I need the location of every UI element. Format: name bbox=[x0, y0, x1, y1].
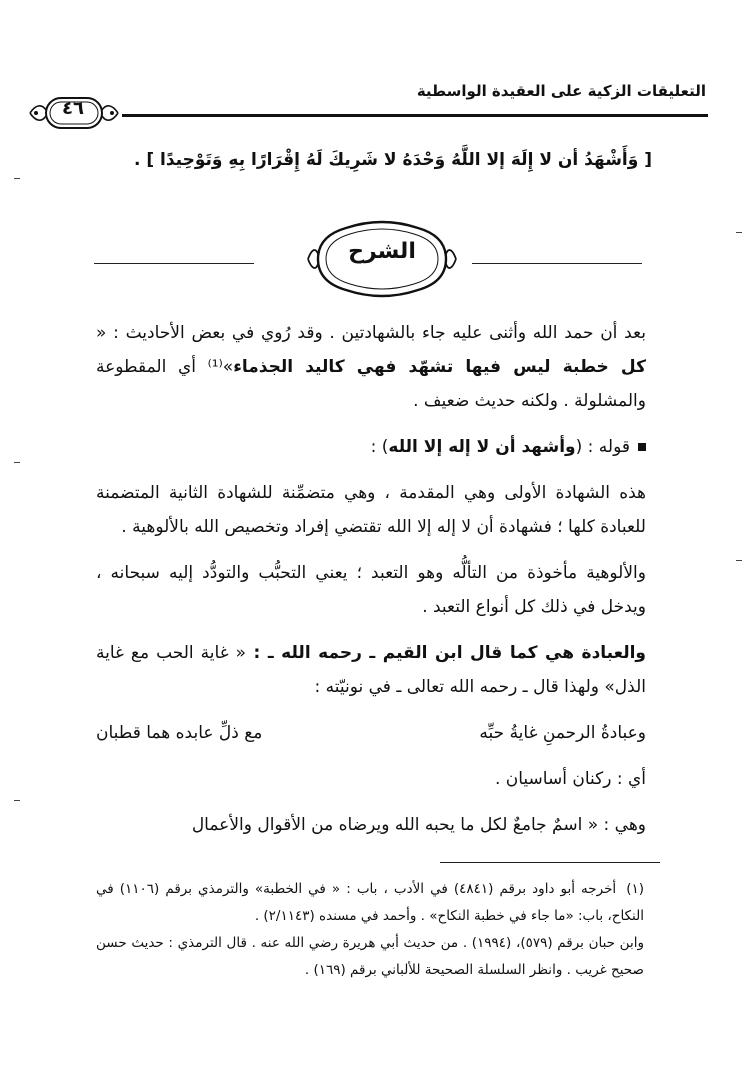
hadith-quote: كل خطبة ليس فيها تشهّد فهي كاليد الجذماء bbox=[233, 357, 646, 377]
running-header-title: التعليقات الزكية على العقيدة الواسطية bbox=[416, 82, 706, 100]
margin-mark bbox=[736, 232, 742, 233]
poem-verse bbox=[96, 716, 646, 750]
footnote-1-text: أخرجه أبو داود برقم (٤٨٤١) في الأدب ، باب : « في الخطبة» والترمذي برقم (١١٠٦) في النكاح، باب: «ما جاء في خطبة النكاح» . وأحمد في مسنده (٢/١١٤٣) . bbox=[96, 881, 644, 924]
bullet-icon bbox=[638, 443, 646, 451]
matn-text: [ وَأَشْهَدُ أن لا إِلَهَ إلا اللَّهُ وَحْدَهُ لا شَرِيكَ لَهُ إِقْرَارًا بِهِ وَتَوْحِيدًا ] . bbox=[133, 150, 652, 170]
paragraph-2: هذه الشهادة الأولى وهي المقدمة ، وهي متضمِّنة للشهادة الثانية المتضمنة للعبادة كلها ؛ فشهادة أن لا إله إلا الله تقتضي إفراد وتخصيص الله بالألوهية . bbox=[96, 483, 646, 537]
paragraph-3: والألوهية مأخوذة من التألُّه وهو التعبد ؛ يعني التحبُّب والتودُّد إليه سبحانه ، ويدخل في ذلك كل أنواع التعبد . bbox=[96, 563, 646, 617]
margin-mark bbox=[14, 800, 20, 801]
sharh-divider-left bbox=[94, 263, 254, 264]
paragraph-1-intro: بعد أن حمد الله وأثنى عليه جاء بالشهادتين . وقد رُوي في بعض الأحاديث : « bbox=[96, 323, 646, 343]
paragraph-1 bbox=[96, 316, 646, 418]
paragraph-4-rest: « غاية الحب مع غاية الذل» ولهذا قال ـ رحمه الله تعالى ـ في نونيّته : bbox=[96, 643, 646, 697]
paragraph-6: وهي : « اسمٌ جامعٌ لكل ما يحبه الله ويرضاه من الأقوال والأعمال bbox=[191, 815, 646, 835]
footnote-1-continued: وابن حبان برقم (٥٧٩)، (١٩٩٤) . من حديث أبي هريرة رضي الله عنه . قال الترمذي : حديث حسن صحيح غريب . وانظر السلسلة الصحيحة للألباني برقم (١٦٩) . bbox=[96, 935, 644, 978]
paragraph-1-end: »⁽¹⁾ أي المقطوعة والمشلولة . ولكنه حديث ضعيف . bbox=[96, 357, 646, 411]
sharh-divider-right bbox=[472, 263, 642, 264]
verse-first-hemistich: وعبادةُ الرحمنِ غايةُ حبِّه bbox=[479, 723, 646, 743]
sharh-label: الشرح bbox=[348, 239, 416, 264]
quote-heading bbox=[96, 430, 646, 464]
paragraph-4-lead: والعبادة هي كما قال ابن القيم ـ رحمه الله ـ : bbox=[246, 643, 646, 663]
verse-second-hemistich: مع ذلِّ عابده هما قطبان bbox=[96, 723, 263, 743]
margin-mark bbox=[14, 178, 20, 179]
margin-mark bbox=[14, 462, 20, 463]
body-text bbox=[96, 316, 646, 854]
header-rule bbox=[122, 114, 708, 117]
page-number: ٤٦ bbox=[62, 98, 84, 119]
paragraph-5: أي : ركنان أساسيان . bbox=[494, 769, 646, 789]
footnote-number: (١) bbox=[626, 881, 645, 897]
quote-heading-suffix: ) : bbox=[370, 437, 389, 457]
margin-mark bbox=[736, 560, 742, 561]
paragraph-4 bbox=[96, 636, 646, 704]
footnote-rule bbox=[440, 862, 660, 863]
quote-heading-text: وأشهد أن لا إله إلا الله bbox=[388, 437, 576, 457]
footnote-1 bbox=[96, 876, 644, 930]
quote-heading-prefix: قوله : ( bbox=[575, 437, 630, 457]
footnotes bbox=[96, 876, 644, 984]
